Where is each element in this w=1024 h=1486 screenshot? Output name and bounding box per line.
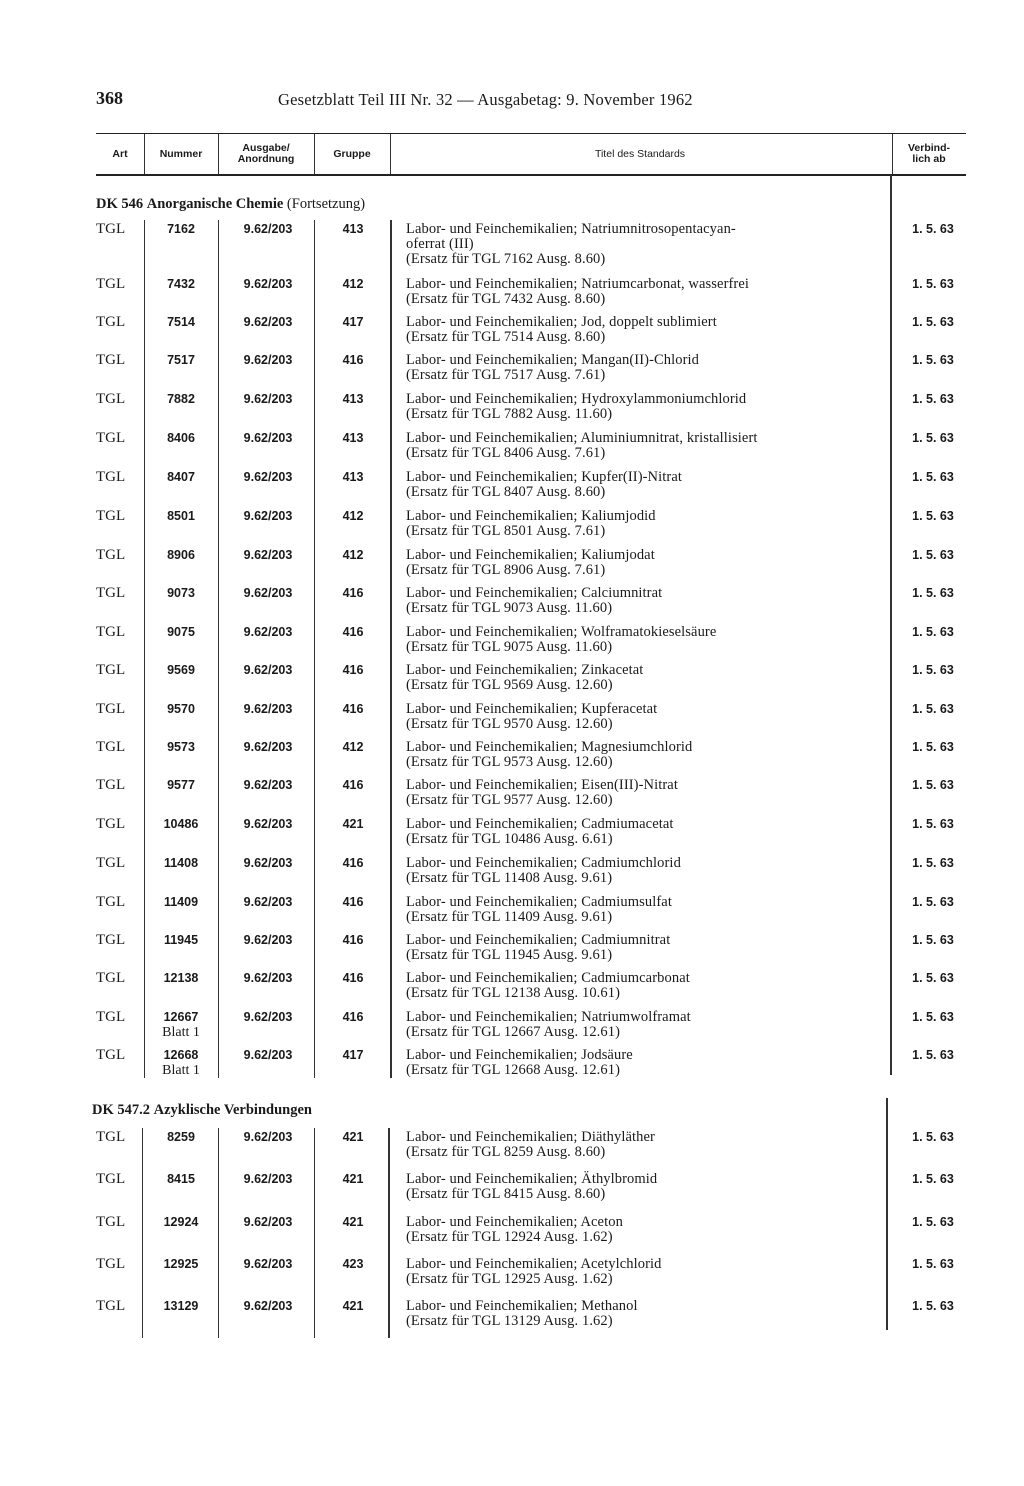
row-title — [406, 315, 886, 345]
row-title-line: Labor- und Feinchemikalien; Cadmiumsulfat — [406, 894, 672, 910]
row-ausgabe: 9.62/203 — [243, 548, 293, 562]
row-title — [406, 933, 886, 963]
row-title-line: (Ersatz für TGL 8906 Ausg. 7.61) — [406, 562, 606, 578]
row-title-line: Labor- und Feinchemikalien; Natriumnitrosopentacyan- — [406, 221, 736, 237]
row-title-line: Labor- und Feinchemikalien; Natriumwolframat — [406, 1009, 691, 1025]
section-code: DK 547.2 — [92, 1102, 150, 1118]
row-ausgabe: 9.62/203 — [243, 895, 293, 909]
column-divider — [144, 220, 145, 1078]
row-gruppe: 417 — [342, 1048, 364, 1062]
row-nummer-value: 8906 — [167, 548, 195, 562]
column-divider — [142, 1128, 143, 1338]
row-title — [406, 277, 886, 307]
row-art: TGL — [96, 1047, 126, 1063]
row-title-line: Labor- und Feinchemikalien; Hydroxylammoniumchlorid — [406, 391, 747, 407]
row-title — [406, 663, 886, 693]
section-title — [96, 196, 365, 213]
row-title — [406, 1130, 886, 1160]
row-title-line: (Ersatz für TGL 8259 Ausg. 8.60) — [406, 1144, 606, 1160]
row-title-line: Labor- und Feinchemikalien; Cadmiumacetat — [406, 816, 674, 832]
row-title-line: (Ersatz für TGL 12668 Ausg. 12.61) — [406, 1062, 621, 1078]
row-title-line: Labor- und Feinchemikalien; Wolframatokieselsäure — [406, 624, 717, 640]
col-ausgabe — [218, 134, 314, 174]
row-gruppe: 416 — [342, 971, 364, 985]
row-art: TGL — [96, 1214, 126, 1230]
row-nummer-value: 13129 — [163, 1299, 199, 1313]
column-divider — [218, 220, 219, 1078]
row-title — [406, 817, 886, 847]
row-gruppe: 413 — [342, 470, 364, 484]
row-title-line: Labor- und Feinchemikalien; Cadmiumnitrat — [406, 932, 671, 948]
row-title-line: (Ersatz für TGL 9075 Ausg. 11.60) — [406, 639, 613, 655]
row-nummer-value: 9075 — [167, 625, 195, 639]
row-gruppe: 413 — [342, 431, 364, 445]
row-title-line: (Ersatz für TGL 8407 Ausg. 8.60) — [406, 484, 606, 500]
row-gruppe: 421 — [342, 1215, 364, 1229]
row-verbindlich: 1. 5. 63 — [912, 702, 954, 716]
col-ausgabe-line1: Ausgabe/ — [242, 142, 290, 154]
row-ausgabe: 9.62/203 — [243, 1299, 293, 1313]
row-nummer — [150, 778, 212, 793]
row-title — [406, 392, 886, 422]
row-gruppe: 416 — [342, 353, 364, 367]
row-nummer — [150, 353, 212, 368]
row-ausgabe: 9.62/203 — [243, 470, 293, 484]
row-art: TGL — [96, 894, 126, 910]
col-verbindlich — [892, 134, 966, 174]
row-nummer — [150, 1215, 212, 1230]
row-gruppe: 413 — [342, 392, 364, 406]
row-gruppe: 412 — [342, 740, 364, 754]
row-title-line: (Ersatz für TGL 8501 Ausg. 7.61) — [406, 523, 606, 539]
row-title — [406, 1172, 886, 1202]
row-nummer — [150, 1130, 212, 1145]
row-art: TGL — [96, 276, 126, 292]
row-art: TGL — [96, 508, 126, 524]
header-divider — [218, 134, 219, 174]
section-title — [92, 1102, 312, 1119]
row-art: TGL — [96, 391, 126, 407]
row-verbindlich: 1. 5. 63 — [912, 277, 954, 291]
row-gruppe: 421 — [342, 1299, 364, 1313]
row-nummer — [150, 470, 212, 485]
row-gruppe: 423 — [342, 1257, 364, 1271]
row-title-line: (Ersatz für TGL 11945 Ausg. 9.61) — [406, 947, 613, 963]
row-art: TGL — [96, 970, 126, 986]
row-nummer-value: 7882 — [167, 392, 195, 406]
row-title-line: Labor- und Feinchemikalien; Mangan(II)-Chlorid — [406, 352, 700, 368]
row-verbindlich: 1. 5. 63 — [912, 431, 954, 445]
row-art: TGL — [96, 314, 126, 330]
row-nummer — [150, 702, 212, 717]
row-ausgabe: 9.62/203 — [243, 778, 293, 792]
row-title — [406, 222, 886, 267]
row-title-line: Labor- und Feinchemikalien; Cadmiumchlorid — [406, 855, 681, 871]
row-art: TGL — [96, 585, 126, 601]
row-ausgabe: 9.62/203 — [243, 315, 293, 329]
row-title — [406, 586, 886, 616]
row-title-line: Labor- und Feinchemikalien; Äthylbromid — [406, 1171, 658, 1187]
row-ausgabe: 9.62/203 — [243, 856, 293, 870]
row-ausgabe: 9.62/203 — [243, 586, 293, 600]
row-title-line: (Ersatz für TGL 9573 Ausg. 12.60) — [406, 754, 613, 770]
row-title-line: Labor- und Feinchemikalien; Acetylchlorid — [406, 1256, 662, 1272]
row-nummer — [150, 586, 212, 601]
row-nummer-value: 7514 — [167, 315, 195, 329]
row-title-line: (Ersatz für TGL 9073 Ausg. 11.60) — [406, 600, 613, 616]
row-gruppe: 412 — [342, 509, 364, 523]
section-code: DK 546 — [96, 196, 144, 212]
column-divider — [886, 1098, 888, 1330]
row-title-line: Labor- und Feinchemikalien; Natriumcarbonat, wasserfrei — [406, 276, 750, 292]
row-title-line: (Ersatz für TGL 8415 Ausg. 8.60) — [406, 1186, 606, 1202]
row-nummer-value: 8415 — [167, 1172, 195, 1186]
row-ausgabe: 9.62/203 — [243, 353, 293, 367]
row-title-line: (Ersatz für TGL 11408 Ausg. 9.61) — [406, 870, 613, 886]
row-title-line: Labor- und Feinchemikalien; Methanol — [406, 1298, 638, 1314]
row-verbindlich: 1. 5. 63 — [912, 740, 954, 754]
row-verbindlich: 1. 5. 63 — [912, 1257, 954, 1271]
row-title-line: (Ersatz für TGL 8406 Ausg. 7.61) — [406, 445, 606, 461]
row-title — [406, 895, 886, 925]
row-nummer — [150, 315, 212, 330]
row-title-line: Labor- und Feinchemikalien; Diäthyläther — [406, 1129, 655, 1145]
row-verbindlich: 1. 5. 63 — [912, 1215, 954, 1229]
row-blatt: Blatt 1 — [162, 1025, 200, 1040]
row-ausgabe: 9.62/203 — [243, 625, 293, 639]
row-gruppe: 416 — [342, 856, 364, 870]
row-nummer-value: 11409 — [163, 895, 199, 909]
row-title — [406, 702, 886, 732]
row-nummer-value: 12667 — [163, 1010, 199, 1024]
row-title-line: Labor- und Feinchemikalien; Cadmiumcarbonat — [406, 970, 690, 986]
row-title — [406, 470, 886, 500]
row-nummer-value: 8407 — [167, 470, 195, 484]
row-nummer — [150, 1048, 212, 1078]
row-title-line: (Ersatz für TGL 12138 Ausg. 10.61) — [406, 985, 621, 1001]
row-title-line: (Ersatz für TGL 13129 Ausg. 1.62) — [406, 1313, 613, 1329]
row-blatt: Blatt 1 — [162, 1063, 200, 1078]
row-title — [406, 509, 886, 539]
row-art: TGL — [96, 701, 126, 717]
row-ausgabe: 9.62/203 — [243, 1172, 293, 1186]
row-verbindlich: 1. 5. 63 — [912, 470, 954, 484]
row-gruppe: 416 — [342, 702, 364, 716]
row-title-line: (Ersatz für TGL 12924 Ausg. 1.62) — [406, 1229, 613, 1245]
row-verbindlich: 1. 5. 63 — [912, 222, 954, 236]
row-art: TGL — [96, 547, 126, 563]
row-verbindlich: 1. 5. 63 — [912, 895, 954, 909]
row-ausgabe: 9.62/203 — [243, 222, 293, 236]
row-nummer — [150, 1257, 212, 1272]
row-title-line: (Ersatz für TGL 7514 Ausg. 8.60) — [406, 329, 606, 345]
column-divider — [890, 175, 892, 1075]
row-verbindlich: 1. 5. 63 — [912, 353, 954, 367]
row-verbindlich: 1. 5. 63 — [912, 1299, 954, 1313]
row-ausgabe: 9.62/203 — [243, 933, 293, 947]
row-verbindlich: 1. 5. 63 — [912, 778, 954, 792]
row-title-line: Labor- und Feinchemikalien; Magnesiumchlorid — [406, 739, 693, 755]
header-divider — [144, 134, 145, 174]
row-nummer — [150, 971, 212, 986]
row-nummer-value: 8501 — [167, 509, 195, 523]
row-title — [406, 1299, 886, 1329]
row-title-line: (Ersatz für TGL 7882 Ausg. 11.60) — [406, 406, 613, 422]
row-title-line: Labor- und Feinchemikalien; Kupferacetat — [406, 701, 658, 717]
col-art: Art — [112, 147, 128, 160]
row-verbindlich: 1. 5. 63 — [912, 392, 954, 406]
section-name: Anorganische Chemie — [146, 196, 284, 212]
row-title — [406, 625, 886, 655]
row-art: TGL — [96, 221, 126, 237]
col-verbindlich-line2: lich ab — [912, 153, 946, 165]
column-divider — [388, 1128, 390, 1338]
row-title-line: (Ersatz für TGL 9570 Ausg. 12.60) — [406, 716, 613, 732]
row-art: TGL — [96, 352, 126, 368]
header-divider — [390, 134, 391, 174]
row-title-line: Labor- und Feinchemikalien; Zinkacetat — [406, 662, 644, 678]
row-nummer-value: 9570 — [167, 702, 195, 716]
row-art: TGL — [96, 816, 126, 832]
row-art: TGL — [96, 855, 126, 871]
row-nummer-value: 9577 — [167, 778, 195, 792]
row-title-line: Labor- und Feinchemikalien; Eisen(III)-Nitrat — [406, 777, 678, 793]
section-name: Azyklische Verbindungen — [153, 1102, 312, 1118]
column-header — [96, 134, 966, 176]
row-verbindlich: 1. 5. 63 — [912, 586, 954, 600]
row-art: TGL — [96, 1256, 126, 1272]
row-ausgabe: 9.62/203 — [243, 1257, 293, 1271]
row-title — [406, 1010, 886, 1040]
row-art: TGL — [96, 739, 126, 755]
row-title-line: (Ersatz für TGL 7162 Ausg. 8.60) — [406, 251, 606, 267]
column-divider — [218, 1128, 219, 1338]
row-verbindlich: 1. 5. 63 — [912, 1010, 954, 1024]
page-header: Gesetzblatt Teil III Nr. 32 — Ausgabetag: 9. November 1962 — [278, 90, 693, 109]
row-gruppe: 413 — [342, 222, 364, 236]
row-nummer-value: 8406 — [167, 431, 195, 445]
column-divider — [390, 220, 392, 1078]
row-ausgabe: 9.62/203 — [243, 1215, 293, 1229]
row-nummer-value: 11945 — [163, 933, 199, 947]
row-title-line: Labor- und Feinchemikalien; Jodsäure — [406, 1047, 633, 1063]
row-title-line: Labor- und Feinchemikalien; Aluminiumnitrat, kristallisiert — [406, 430, 758, 446]
column-divider — [314, 220, 315, 1078]
row-art: TGL — [96, 624, 126, 640]
row-ausgabe: 9.62/203 — [243, 277, 293, 291]
row-ausgabe: 9.62/203 — [243, 1130, 293, 1144]
row-nummer — [150, 856, 212, 871]
row-art: TGL — [96, 1009, 126, 1025]
row-title — [406, 1215, 886, 1245]
row-title-line: (Ersatz für TGL 9569 Ausg. 12.60) — [406, 677, 613, 693]
section-suffix: (Fortsetzung) — [286, 196, 366, 212]
row-ausgabe: 9.62/203 — [243, 663, 293, 677]
row-art: TGL — [96, 469, 126, 485]
row-nummer-value: 7432 — [167, 277, 195, 291]
row-nummer — [150, 1172, 212, 1187]
row-gruppe: 416 — [342, 663, 364, 677]
row-verbindlich: 1. 5. 63 — [912, 1172, 954, 1186]
row-title — [406, 548, 886, 578]
row-art: TGL — [96, 777, 126, 793]
row-art: TGL — [96, 1129, 126, 1145]
row-art: TGL — [96, 662, 126, 678]
row-ausgabe: 9.62/203 — [243, 392, 293, 406]
row-title-line: (Ersatz für TGL 7432 Ausg. 8.60) — [406, 291, 606, 307]
row-nummer — [150, 392, 212, 407]
row-nummer-value: 12138 — [163, 971, 199, 985]
row-verbindlich: 1. 5. 63 — [912, 625, 954, 639]
row-title-line: Labor- und Feinchemikalien; Jod, doppelt sublimiert — [406, 314, 717, 330]
row-nummer — [150, 277, 212, 292]
row-verbindlich: 1. 5. 63 — [912, 509, 954, 523]
row-ausgabe: 9.62/203 — [243, 817, 293, 831]
row-verbindlich: 1. 5. 63 — [912, 1130, 954, 1144]
column-divider — [314, 1128, 315, 1338]
row-ausgabe: 9.62/203 — [243, 740, 293, 754]
row-nummer — [150, 817, 212, 832]
row-gruppe: 421 — [342, 817, 364, 831]
row-nummer-value: 12925 — [163, 1257, 199, 1271]
row-nummer — [150, 548, 212, 563]
row-verbindlich: 1. 5. 63 — [912, 971, 954, 985]
row-title-line: Labor- und Feinchemikalien; Aceton — [406, 1214, 623, 1230]
row-nummer-value: 8259 — [167, 1130, 195, 1144]
row-nummer — [150, 222, 212, 237]
row-nummer-value: 12924 — [163, 1215, 199, 1229]
row-gruppe: 416 — [342, 778, 364, 792]
row-title — [406, 856, 886, 886]
row-verbindlich: 1. 5. 63 — [912, 1048, 954, 1062]
header-divider — [314, 134, 315, 174]
row-title-line: Labor- und Feinchemikalien; Calciumnitrat — [406, 585, 663, 601]
row-art: TGL — [96, 1298, 126, 1314]
row-ausgabe: 9.62/203 — [243, 1048, 293, 1062]
page-number: 368 — [96, 88, 123, 108]
row-gruppe: 416 — [342, 625, 364, 639]
row-gruppe: 417 — [342, 315, 364, 329]
row-title-line: oferrat (III) — [406, 236, 474, 252]
row-art: TGL — [96, 932, 126, 948]
row-title — [406, 1048, 886, 1078]
row-verbindlich: 1. 5. 63 — [912, 856, 954, 870]
row-nummer-value: 11408 — [163, 856, 199, 870]
row-ausgabe: 9.62/203 — [243, 971, 293, 985]
row-nummer-value: 10486 — [163, 817, 199, 831]
row-ausgabe: 9.62/203 — [243, 509, 293, 523]
row-gruppe: 412 — [342, 548, 364, 562]
row-gruppe: 416 — [342, 933, 364, 947]
row-title — [406, 778, 886, 808]
col-nummer: Nummer — [159, 147, 203, 160]
row-title-line: Labor- und Feinchemikalien; Kaliumjodid — [406, 508, 656, 524]
row-title-line: (Ersatz für TGL 11409 Ausg. 9.61) — [406, 909, 613, 925]
row-title — [406, 1257, 886, 1287]
row-gruppe: 416 — [342, 1010, 364, 1024]
row-ausgabe: 9.62/203 — [243, 431, 293, 445]
row-verbindlich: 1. 5. 63 — [912, 817, 954, 831]
row-gruppe: 421 — [342, 1172, 364, 1186]
row-nummer-value: 9073 — [167, 586, 195, 600]
row-nummer — [150, 509, 212, 524]
row-gruppe: 416 — [342, 586, 364, 600]
row-title-line: (Ersatz für TGL 12667 Ausg. 12.61) — [406, 1024, 621, 1040]
row-title-line: Labor- und Feinchemikalien; Kaliumjodat — [406, 547, 655, 563]
row-gruppe: 421 — [342, 1130, 364, 1144]
row-nummer-value: 12668 — [163, 1048, 199, 1062]
col-ausgabe-line2: Anordnung — [237, 153, 295, 165]
row-nummer — [150, 663, 212, 678]
row-title-line: (Ersatz für TGL 9577 Ausg. 12.60) — [406, 792, 613, 808]
row-verbindlich: 1. 5. 63 — [912, 663, 954, 677]
row-gruppe: 412 — [342, 277, 364, 291]
row-verbindlich: 1. 5. 63 — [912, 315, 954, 329]
row-ausgabe: 9.62/203 — [243, 1010, 293, 1024]
row-nummer — [150, 625, 212, 640]
row-title-line: (Ersatz für TGL 10486 Ausg. 6.61) — [406, 831, 613, 847]
row-nummer — [150, 933, 212, 948]
row-title-line: (Ersatz für TGL 7517 Ausg. 7.61) — [406, 367, 606, 383]
row-art: TGL — [96, 1171, 126, 1187]
row-nummer — [150, 1010, 212, 1040]
col-titel: Titel des Standards — [594, 147, 686, 160]
row-art: TGL — [96, 430, 126, 446]
row-nummer — [150, 740, 212, 755]
row-nummer — [150, 431, 212, 446]
row-title-line: (Ersatz für TGL 12925 Ausg. 1.62) — [406, 1271, 613, 1287]
row-ausgabe: 9.62/203 — [243, 702, 293, 716]
row-nummer-value: 7517 — [167, 353, 195, 367]
row-nummer-value: 7162 — [167, 222, 195, 236]
row-gruppe: 416 — [342, 895, 364, 909]
col-gruppe: Gruppe — [333, 147, 371, 160]
row-nummer — [150, 1299, 212, 1314]
row-verbindlich: 1. 5. 63 — [912, 933, 954, 947]
row-title — [406, 431, 886, 461]
header-divider — [892, 134, 893, 174]
row-title-line: Labor- und Feinchemikalien; Kupfer(II)-Nitrat — [406, 469, 682, 485]
row-nummer-value: 9569 — [167, 663, 195, 677]
row-title — [406, 353, 886, 383]
row-title — [406, 971, 886, 1001]
row-title — [406, 740, 886, 770]
col-verbindlich-line1: Verbind- — [907, 142, 950, 154]
row-nummer — [150, 895, 212, 910]
row-nummer-value: 9573 — [167, 740, 195, 754]
row-verbindlich: 1. 5. 63 — [912, 548, 954, 562]
